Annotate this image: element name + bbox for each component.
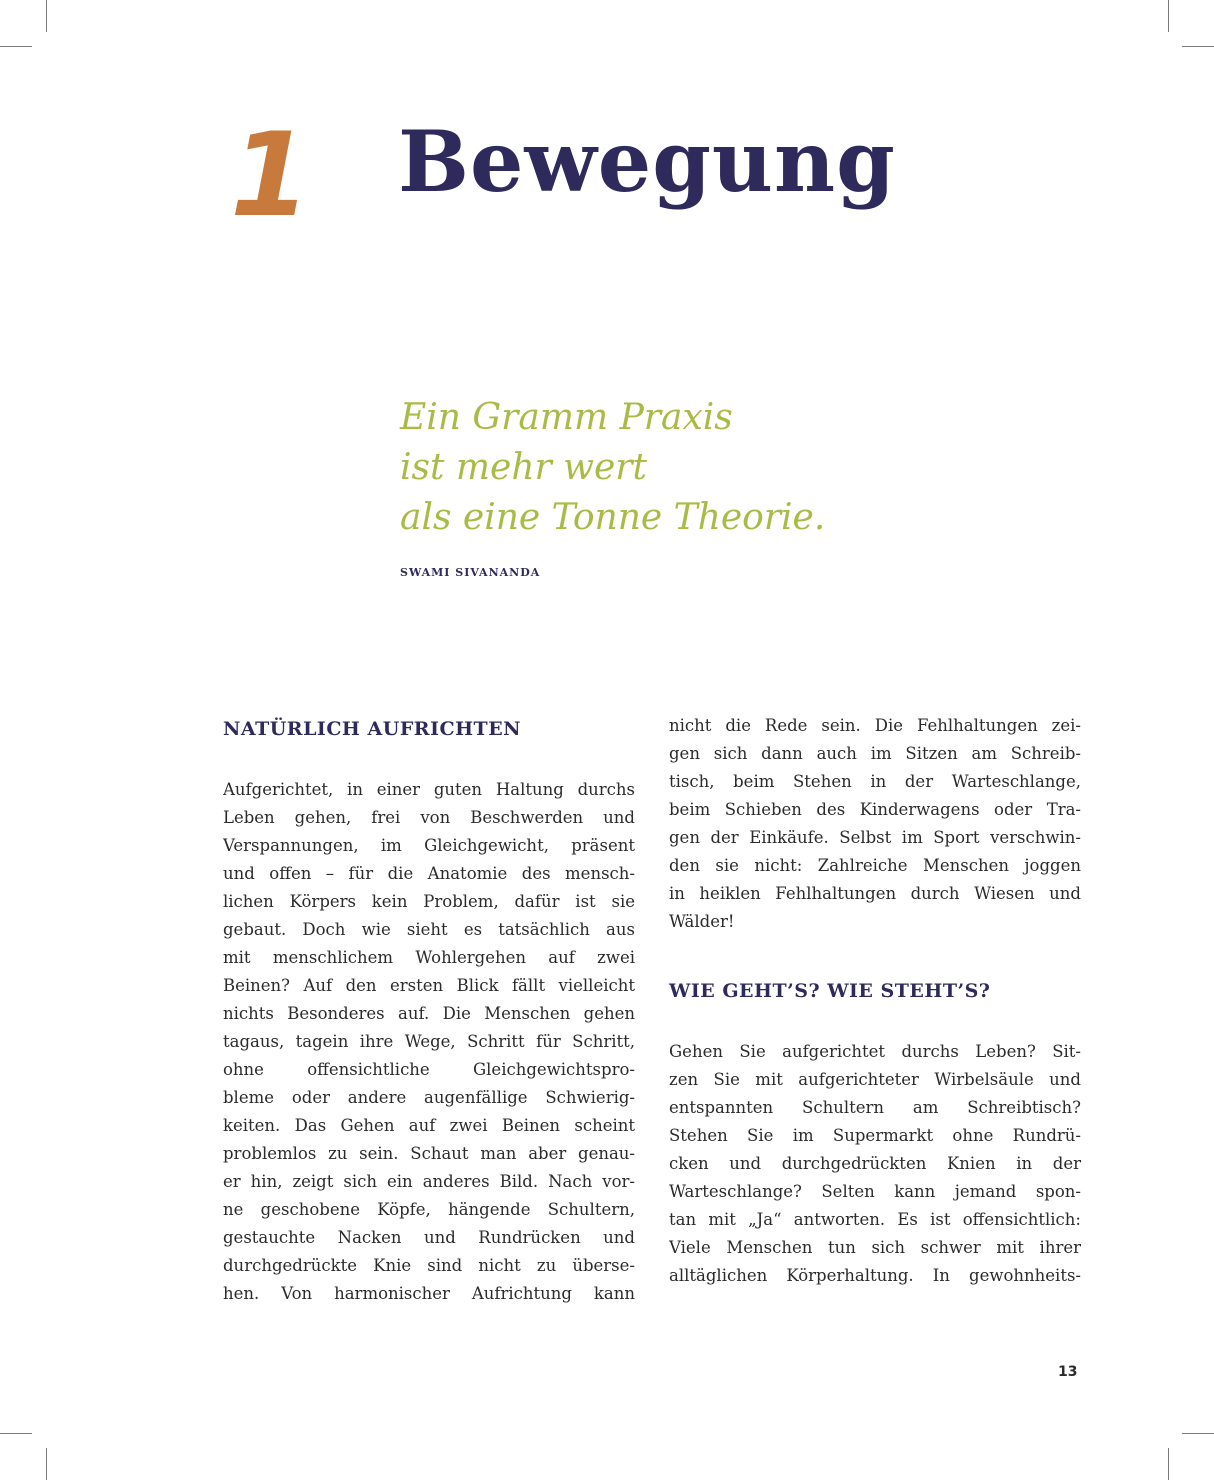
text-line: gestauchte Nacken und Rundrücken und (223, 1228, 635, 1247)
text-line: in heiklen Fehlhaltungen durch Wiesen und (669, 884, 1081, 903)
text-line: Viele Menschen tun sich schwer mit ihrer (669, 1238, 1081, 1257)
section-heading: NATÜRLICH AUFRICHTEN (223, 718, 522, 740)
text-line: gen sich dann auch im Sitzen am Schreib- (669, 744, 1081, 763)
text-line: tagaus, tagein ihre Wege, Schritt für Schritt, (223, 1032, 635, 1051)
text-line: keiten. Das Gehen auf zwei Beinen scheint (223, 1116, 635, 1135)
text-line: zen Sie mit aufgerichteter Wirbelsäule und (669, 1070, 1081, 1089)
section-heading: WIE GEHT’S? WIE STEHT’S? (669, 980, 991, 1002)
section-body (223, 776, 635, 1308)
section-body-continuation (669, 712, 1081, 936)
text-line: alltäglichen Körperhaltung. In gewohnheits- (669, 1266, 1081, 1285)
text-line: er hin, zeigt sich ein anderes Bild. Nach vor- (223, 1172, 635, 1191)
text-line: cken und durchgedrückten Knien in der (669, 1154, 1081, 1173)
text-line: entspannten Schultern am Schreibtisch? (669, 1098, 1081, 1117)
crop-mark (1182, 46, 1214, 47)
text-column-left (223, 712, 635, 1308)
text-line: Stehen Sie im Supermarkt ohne Rundrü- (669, 1126, 1081, 1145)
chapter-title: Bewegung (398, 112, 896, 211)
text-line: Wälder! (669, 912, 735, 931)
text-line: hen. Von harmonischer Aufrichtung kann (223, 1284, 635, 1303)
text-line: durchgedrückte Knie sind nicht zu überse- (223, 1256, 635, 1275)
crop-mark (46, 1448, 47, 1480)
text-line: bleme oder andere augenfällige Schwierig- (223, 1088, 635, 1107)
text-line: Warteschlange? Selten kann jemand spon- (669, 1182, 1081, 1201)
text-line: problemlos zu sein. Schaut man aber genau- (223, 1144, 635, 1163)
section-body (669, 1038, 1081, 1290)
text-line: tan mit „Ja“ antworten. Es ist offensichtlich: (669, 1210, 1081, 1229)
text-line: nicht die Rede sein. Die Fehlhaltungen zei- (669, 716, 1081, 735)
chapter-number: 1 (230, 108, 311, 243)
text-line: tisch, beim Stehen in der Warteschlange, (669, 772, 1081, 791)
crop-mark (0, 46, 32, 47)
text-line: beim Schieben des Kinderwagens oder Tra- (669, 800, 1081, 819)
text-line: Aufgerichtet, in einer guten Haltung durchs (223, 780, 635, 799)
text-line: Verspannungen, im Gleichgewicht, präsent (223, 836, 635, 855)
text-line: ne geschobene Köpfe, hängende Schultern, (223, 1200, 635, 1219)
quote-line: als eine Tonne Theorie. (400, 497, 826, 538)
crop-mark (1168, 1448, 1169, 1480)
crop-mark (1182, 1433, 1214, 1434)
crop-mark (0, 1433, 32, 1434)
text-line: den sie nicht: Zahlreiche Menschen joggen (669, 856, 1081, 875)
text-line: nichts Besonderes auf. Die Menschen gehen (223, 1004, 635, 1023)
text-line: Leben gehen, frei von Beschwerden und (223, 808, 635, 827)
section-gap (669, 936, 1081, 974)
text-column-right (669, 712, 1081, 1290)
text-line: mit menschlichem Wohlergehen auf zwei (223, 948, 635, 967)
page-number: 13 (1058, 1364, 1078, 1380)
text-line: Beinen? Auf den ersten Blick fällt vielleicht (223, 976, 635, 995)
text-line: lichen Körpers kein Problem, dafür ist sie (223, 892, 635, 911)
text-line: ohne offensichtliche Gleichgewichtspro- (223, 1060, 635, 1079)
quote-line: Ein Gramm Praxis (400, 397, 733, 438)
quote-author: SWAMI SIVANANDA (400, 566, 541, 579)
text-line: und offen – für die Anatomie des mensch- (223, 864, 635, 883)
epigraph-quote (400, 393, 960, 543)
text-line: Gehen Sie aufgerichtet durchs Leben? Sit- (669, 1042, 1081, 1061)
text-line: gebaut. Doch wie sieht es tatsächlich aus (223, 920, 635, 939)
crop-mark (46, 0, 47, 32)
quote-line: ist mehr wert (400, 447, 647, 488)
crop-mark (1168, 0, 1169, 32)
text-line: gen der Einkäufe. Selbst im Sport verschwin- (669, 828, 1081, 847)
